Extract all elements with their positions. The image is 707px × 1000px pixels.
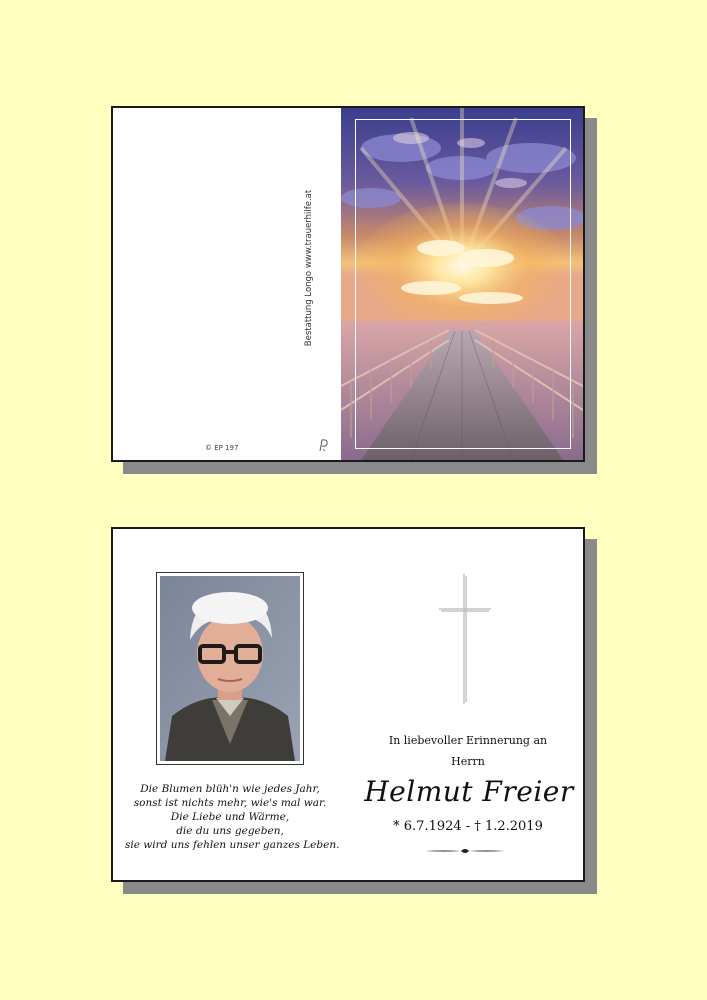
life-dates: * 6.7.1924 - † 1.2.2019	[393, 819, 543, 834]
poem-line: sonst ist nichts mehr, wie's mal war.	[133, 797, 327, 809]
deceased-name: Helmut Freier	[364, 775, 574, 808]
ornament-divider-icon	[425, 847, 505, 855]
portrait-photo	[156, 572, 304, 765]
card-outer-side	[111, 106, 585, 462]
funeral-home-imprint: Bestattung Longo www.trauerhilfe.at	[304, 189, 314, 347]
poem-line: sie wird uns fehlen unser ganzes Leben.	[125, 839, 340, 851]
poem-line: Die Blumen blüh'n wie jedes Jahr,	[140, 783, 320, 795]
cross-icon	[435, 572, 495, 707]
poem-line: die du uns gegeben,	[176, 825, 284, 837]
memory-title: Herrn	[451, 755, 485, 768]
copyright-note: © EP 197	[205, 444, 239, 452]
poem-text	[125, 782, 340, 852]
poem-line: Die Liebe und Wärme,	[170, 811, 290, 823]
memory-intro: In liebevoller Erinnerung an	[388, 734, 548, 747]
publisher-logo-icon	[317, 438, 331, 452]
card-inner-side	[111, 527, 585, 882]
photo-inner-frame	[355, 119, 571, 449]
